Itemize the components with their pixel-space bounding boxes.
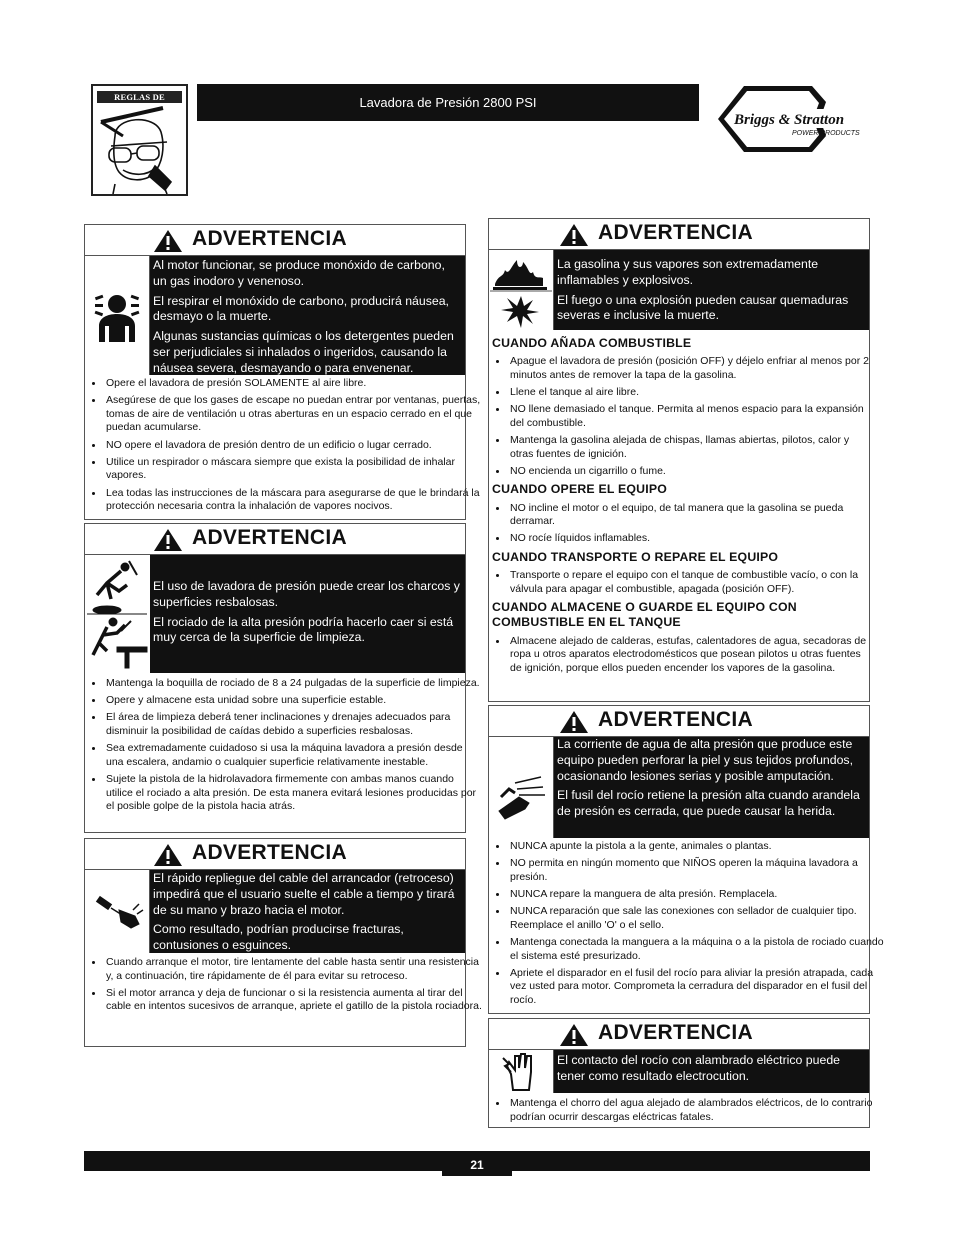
- list-item: • El área de limpieza deberá tener inclinaciones y drenajes adecuados para disminuir la posibilidad de caídas debido a superficies resbalosas.: [104, 711, 482, 738]
- warning-message: [150, 256, 465, 375]
- warning-text: El uso de lavadora de presión puede crear los charcos y superficies resbalosas.: [153, 579, 460, 609]
- precaution-list: [489, 569, 869, 596]
- warning-text: Al motor funcionar, se produce monóxido de carbono, un gas inodoro y venenoso.: [153, 258, 445, 288]
- brand-name: Briggs & Stratton: [734, 112, 845, 128]
- list-item: • Llene el tanque al aire libre.: [508, 386, 869, 400]
- list-item: • NUNCA apunte la pistola a la gente, animales o plantas.: [508, 840, 886, 854]
- safety-gear-icon: [93, 106, 186, 194]
- warning-header: [489, 1019, 869, 1050]
- list-item: • Mantenga la gasolina alejada de chispas, llamas abiertas, pilotos, calor y otras fuentes de ignición.: [508, 434, 869, 461]
- fuel-precautions: [489, 336, 869, 679]
- warning-message: [554, 1050, 869, 1093]
- document-title-bar: [197, 84, 699, 121]
- list-item: • NUNCA repare la manguera de alta presión. Remplacela.: [508, 888, 886, 902]
- icon-cell: [85, 555, 149, 673]
- warning-message: [150, 870, 465, 953]
- warning-text: Algunas sustancias químicas o los detergentes pueden ser perjudiciales si inhalados o ingeridos, causando la náusea severa, desmayando o para envenenar.: [153, 329, 454, 375]
- warning-triangle-icon: [153, 229, 183, 253]
- warning-triangle-icon: [153, 528, 183, 552]
- document-title: Lavadora de Presión 2800 PSI: [359, 95, 537, 110]
- warning-panel-slippery-surfaces: [84, 523, 480, 833]
- list-item: • Almacene alejado de calderas, estufas, calentadores de agua, secadoras de ropa u otros aparatos electrodomésticos que posean pilotos u otras fuentes de ignición, porque ellos pueden encender los vapores de la gasolina.: [508, 635, 869, 676]
- warning-panel-carbon-monoxide: [84, 224, 481, 520]
- warning-header: [489, 219, 869, 250]
- warning-triangle-icon: [559, 223, 589, 247]
- electrocution-hand-icon: [489, 1050, 553, 1093]
- warning-text: El rápido repliegue del cable del arrancador (retroceso) impedirá que el usuario suelte el cable a tiempo y tirará de su mano y brazo hacia el motor.: [153, 871, 455, 917]
- injection-hazard-icon: [489, 737, 553, 838]
- icon-cell: [489, 250, 554, 330]
- warning-text: El fusil del rocío retiene la presión alta cuando arandela de presión es cerrada, que puede causar la herida.: [557, 788, 860, 819]
- precaution-list: [489, 1097, 886, 1128]
- warning-header: [85, 225, 465, 256]
- list-item: • Apague el lavadora de presión (posición OFF) y déjelo enfriar al menos por 2 minutos antes de remover la tapa de la gasolina.: [508, 355, 869, 382]
- safety-rules-box: [91, 84, 188, 196]
- warning-message: [554, 250, 869, 330]
- list-item: • NO llene demasiado el tanque. Permita al menos espacio para la expansión del combustible.: [508, 403, 869, 430]
- icon-cell: [85, 870, 150, 953]
- precaution-list: [489, 840, 886, 1011]
- icon-cell: [489, 737, 554, 838]
- warning-text: El fuego o una explosión pueden causar quemaduras severas e inclusive la muerte.: [557, 292, 849, 323]
- brand-subtitle: POWER PRODUCTS: [792, 130, 860, 137]
- warning-message: [150, 555, 465, 673]
- fire-explosion-icon: [489, 250, 553, 330]
- list-item: • NO encienda un cigarrillo o fume.: [508, 465, 869, 479]
- list-item: • Cuando arranque el motor, tire lentamente del cable hasta sentir una resistencia y, a continuación, tire rápidamente de él para evitar su retroceso.: [104, 956, 482, 983]
- list-item: • Sea extremadamente cuidadoso si usa la máquina lavadora a presión desde una escalera, andamio o cualquier superficie relativamente inestable.: [104, 742, 482, 769]
- warning-title: ADVERTENCIA: [598, 221, 753, 244]
- list-item: • NO incline el motor o el equipo, de tal manera que la gasolina se pueda derramar.: [508, 502, 869, 529]
- list-item: • Sujete la pistola de la hidrolavadora firmemente con ambas manos cuando utilice el rociado a alta presión. De esta manera evitará lesiones producidas por el posible golpe de la pistola hacia atrás.: [104, 773, 482, 814]
- list-item: • Apriete el disparador en el fusil del rocío para aliviar la presión atrapada, cada vez usted para motor. Comprometa la cerradura del disparador en el fusil del rocío.: [508, 967, 886, 1008]
- icon-cell: [85, 256, 150, 375]
- section-heading: CUANDO AÑADA COMBUSTIBLE: [492, 336, 692, 350]
- precaution-list: [85, 377, 482, 517]
- warning-title: ADVERTENCIA: [192, 526, 347, 549]
- warning-triangle-icon: [559, 710, 589, 734]
- warning-title: ADVERTENCIA: [598, 708, 753, 731]
- list-item: • Utilice un respirador o máscara siempre que exista la posibilidad de inhalar vapores.: [104, 456, 482, 483]
- section-heading: CUANDO TRANSPORTE O REPARE EL EQUIPO: [492, 549, 779, 564]
- warning-panel-high-pressure: [488, 705, 884, 1014]
- icon-cell: [489, 1050, 554, 1093]
- warning-title: ADVERTENCIA: [192, 841, 347, 864]
- list-item: • NO rocíe líquidos inflamables.: [508, 532, 869, 546]
- section-storage: [489, 600, 869, 676]
- precaution-list: [489, 502, 869, 546]
- toxic-fumes-icon: [85, 256, 149, 375]
- briggs-stratton-logo: [700, 80, 870, 158]
- warning-panel-fuel: [488, 218, 870, 702]
- list-item: • NO opere el lavadora de presión dentro de un edificio o lugar cerrado.: [104, 439, 482, 453]
- list-item: • Asegúrese de que los gases de escape no puedan entrar por ventanas, puertas, tomas de aire de ventilación u otras aberturas en un espacio cerrado en el que puedan acumularse.: [104, 394, 482, 435]
- precaution-list: [85, 956, 482, 1018]
- warning-message: [554, 737, 869, 838]
- warning-triangle-icon: [153, 843, 183, 867]
- section-heading: CUANDO ALMACENE O GUARDE EL EQUIPO CON COMBUSTIBLE EN EL TANQUE: [492, 599, 797, 630]
- list-item: • NO permita en ningún momento que NIÑOS operen la máquina lavadora a presión.: [508, 857, 886, 884]
- section-transport: [489, 550, 869, 597]
- warning-text: El respirar el monóxido de carbono, producirá náusea, desmayo o la muerte.: [153, 293, 449, 324]
- slip-fall-icon: [85, 555, 149, 673]
- precaution-list: [489, 635, 869, 676]
- section-fuel-adding: [489, 336, 869, 479]
- warning-triangle-icon: [559, 1023, 589, 1047]
- list-item: • Lea todas las instrucciones de la máscara para asegurarse de que le brindará la protección necesaria contra la inhalación de vapores nocivos.: [104, 487, 482, 514]
- safety-rules-label: REGLAS DE SEGURIDAD: [97, 91, 182, 103]
- page-number: 21: [442, 1151, 512, 1176]
- recoil-hand-icon: [85, 870, 149, 953]
- list-item: • Transporte o repare el equipo con el tanque de combustible vacío, o con la válvula para apagar el combustible, apagada (posición OFF).: [508, 569, 869, 596]
- list-item: • Mantenga la boquilla de rociado de 8 a 24 pulgadas de la superficie de limpieza.: [104, 677, 482, 691]
- warning-panel-starter-recoil: [84, 838, 482, 1047]
- warning-header: [85, 524, 465, 555]
- precaution-list: [85, 677, 482, 817]
- warning-header: [85, 839, 465, 870]
- warning-text: El contacto del rocío con alambrado eléctrico puede tener como resultado electrocution.: [557, 1053, 840, 1083]
- warning-text: Como resultado, podrían producirse fracturas, contusiones o esguinces.: [153, 922, 404, 953]
- warning-text: La corriente de agua de alta presión que produce este equipo pueden perforar la piel y sus tejidos profundos, ocasionando lesiones serias y posible amputación.: [557, 737, 854, 783]
- warning-panel-electrical: [488, 1018, 873, 1128]
- precaution-list: [489, 355, 869, 478]
- list-item: • Mantenga el chorro del agua alejado de alambrados eléctricos, de lo contrario podrían ocurrir descargas eléctricas fatales.: [508, 1097, 886, 1124]
- warning-text: El rociado de la alta presión podría hacerlo caer si está muy cerca de la superficie de limpieza.: [153, 614, 454, 645]
- warning-title: ADVERTENCIA: [598, 1021, 753, 1044]
- list-item: • Mantenga conectada la manguera a la máquina o a la pistola de rociado cuando el sistema esté presurizado.: [508, 936, 886, 963]
- list-item: • Opere el lavadora de presión SOLAMENTE al aire libre.: [104, 377, 482, 391]
- warning-text: La gasolina y sus vapores son extremadamente inflamables y explosivos.: [557, 257, 819, 287]
- list-item: • NUNCA reparación que sale las conexiones con sellador de cualquier tipo. Reemplace el anillo 'O' o el sello.: [508, 905, 886, 932]
- list-item: • Opere y almacene esta unidad sobre una superficie estable.: [104, 694, 482, 708]
- warning-title: ADVERTENCIA: [192, 227, 347, 250]
- list-item: • Si el motor arranca y deja de funcionar o si la resistencia aumenta al tirar del cable en intentos sucesivos de arranque, apriete el gatillo de la pistola rociadora.: [104, 987, 482, 1014]
- section-heading: CUANDO OPERE EL EQUIPO: [492, 482, 667, 497]
- warning-header: [489, 706, 869, 737]
- section-operating: [489, 482, 869, 546]
